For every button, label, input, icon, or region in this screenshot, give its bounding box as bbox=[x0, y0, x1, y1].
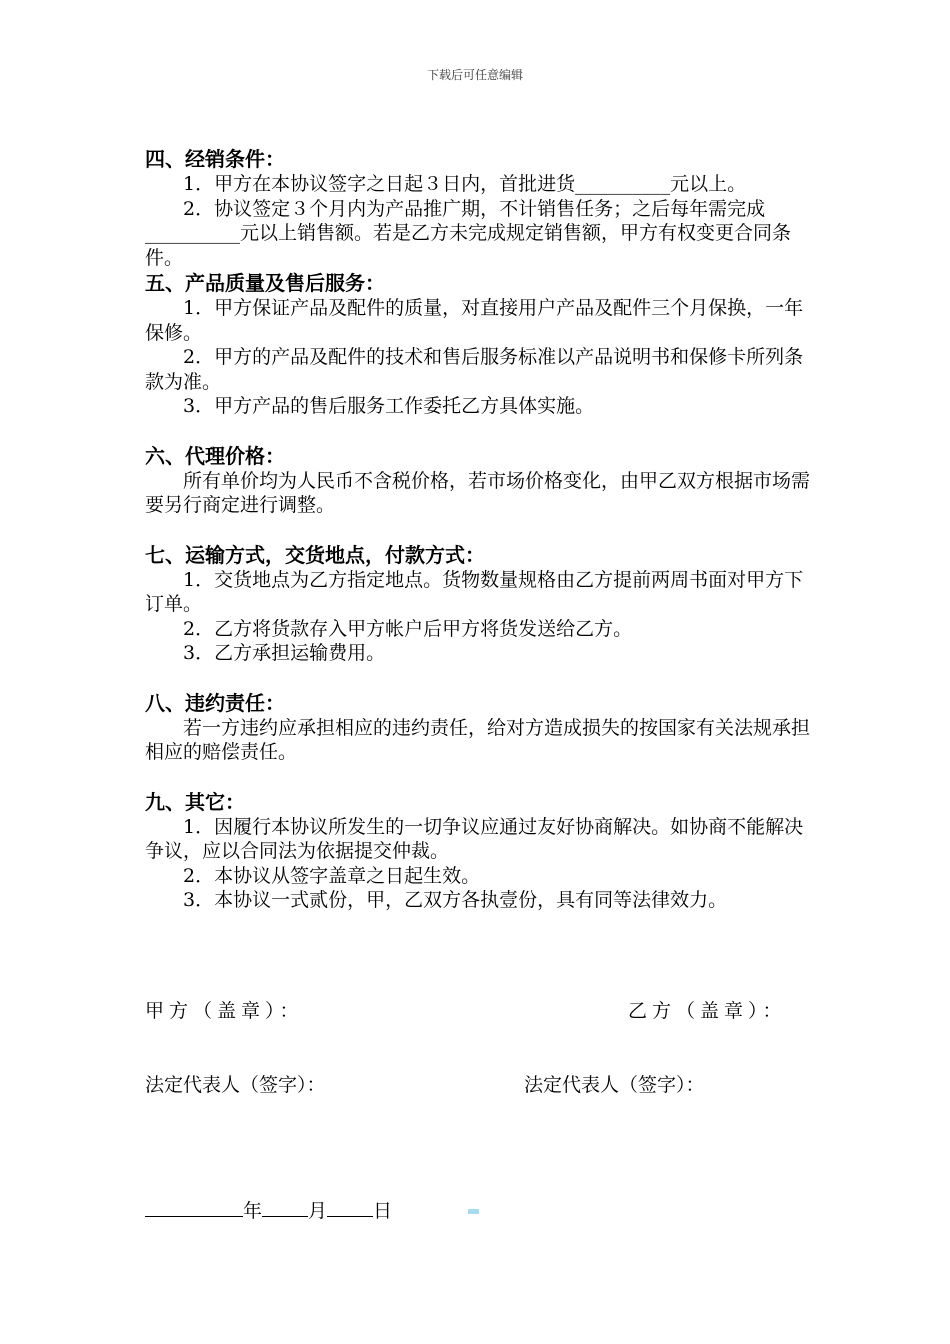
section-heading: 四、经销条件： bbox=[145, 147, 285, 171]
section-heading: 七、运输方式，交货地点，付款方式： bbox=[145, 542, 485, 567]
section-heading: 八、违约责任： bbox=[145, 690, 285, 715]
year-label: 年 bbox=[243, 1200, 263, 1222]
section-paragraph: 1．甲方保证产品及配件的质量，对直接用户产品及配件三个月保换，一年保修。 bbox=[145, 297, 804, 344]
day-label: 日 bbox=[373, 1200, 393, 1222]
party-b-rep-label: 法定代表人（签字）： bbox=[524, 1074, 705, 1096]
section-delivery-payment bbox=[145, 542, 815, 666]
section-heading: 六、代理价格： bbox=[145, 443, 285, 468]
section-paragraph: 3．甲方产品的售后服务工作委托乙方具体实施。 bbox=[183, 395, 595, 417]
party-b-seal-label: 乙方（盖章）： bbox=[628, 1000, 787, 1022]
section-paragraph: 2．甲方的产品及配件的技术和售后服务标准以产品说明书和保修卡所列条款为准。 bbox=[145, 346, 804, 393]
section-agency-price bbox=[145, 443, 815, 518]
month-label: 月 bbox=[308, 1200, 328, 1222]
section-paragraph: 3．乙方承担运输费用。 bbox=[183, 642, 386, 664]
section-quality-service bbox=[145, 270, 815, 419]
section-paragraph: 所有单价均为人民币不含税价格，若市场价格变化，由甲乙双方根据市场需要另行商定进行调整。 bbox=[145, 469, 811, 516]
section-paragraph: 2．乙方将货款存入甲方帐户后甲方将货发送给乙方。 bbox=[183, 617, 633, 640]
contract-body bbox=[145, 146, 815, 913]
party-a-rep-label: 法定代表人（签字）： bbox=[145, 1074, 326, 1096]
page-marker bbox=[468, 1209, 479, 1214]
day-blank bbox=[327, 1198, 373, 1217]
section-paragraph: 若一方违约应承担相应的违约责任，给对方造成损失的按国家有关法规承担相应的赔偿责任。 bbox=[145, 716, 811, 763]
section-paragraph: 1．交货地点为乙方指定地点。货物数量规格由乙方提前两周书面对甲方下订单。 bbox=[145, 568, 804, 615]
section-paragraph: 3．本协议一式贰份，甲，乙双方各执壹份，具有同等法律效力。 bbox=[183, 889, 728, 911]
date-line bbox=[145, 1196, 392, 1223]
party-a-seal-label: 甲方（盖章）： bbox=[145, 1000, 304, 1022]
year-blank bbox=[145, 1198, 243, 1217]
section-heading: 九、其它： bbox=[145, 789, 245, 814]
month-blank bbox=[262, 1198, 308, 1217]
section-other bbox=[145, 789, 815, 913]
header-note: 下载后可任意编辑 bbox=[426, 68, 523, 82]
section-paragraph: 2．本协议从签字盖章之日起生效。 bbox=[183, 864, 481, 887]
section-distribution-terms bbox=[145, 146, 815, 270]
section-liability bbox=[145, 690, 815, 765]
section-paragraph: 1．甲方在本协议签字之日起３日内，首批进货__________元以上。 bbox=[183, 173, 747, 195]
section-paragraph: 1．因履行本协议所发生的一切争议应通过友好协商解决。如协商不能解决争议，应以合同法为依据提交仲裁。 bbox=[145, 815, 804, 862]
section-paragraph: 2．协议签定３个月内为产品推广期，不计销售任务；之后每年需完成__________元以上销售额。若是乙方未完成规定销售额，甲方有权变更合同条件。 bbox=[145, 197, 792, 269]
section-heading: 五、产品质量及售后服务： bbox=[145, 271, 385, 295]
